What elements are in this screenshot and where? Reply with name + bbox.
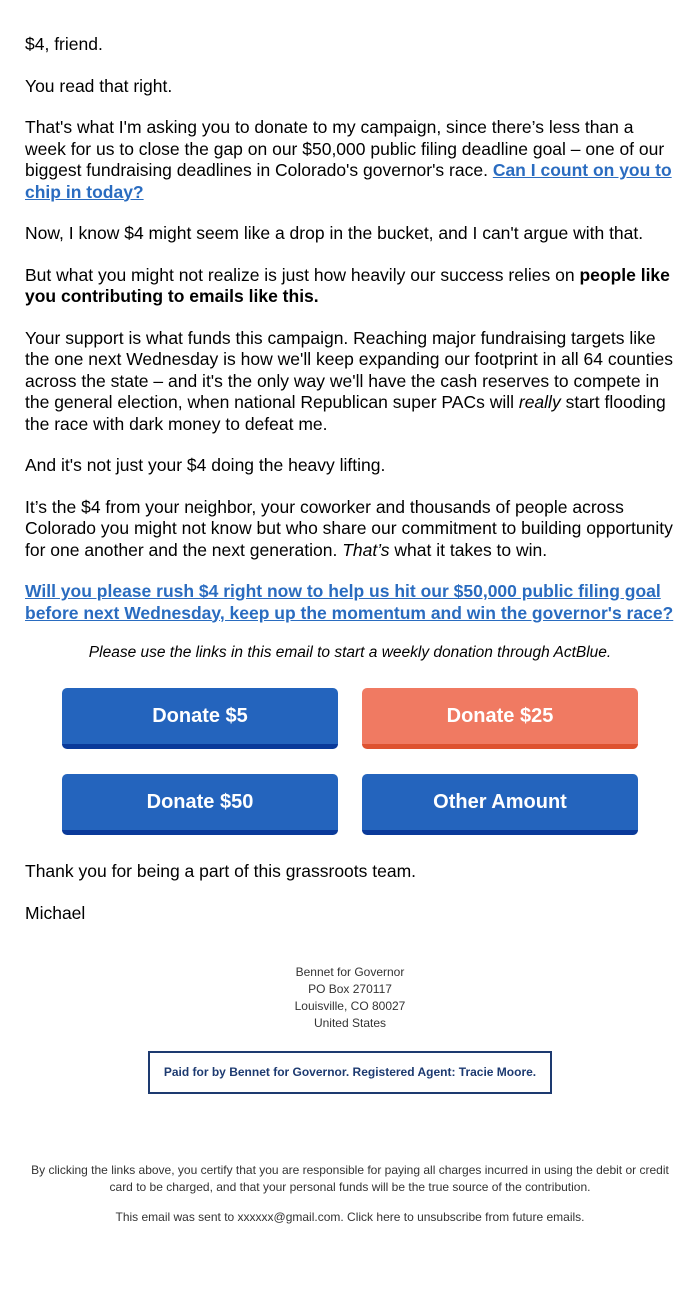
footer-country: United States (313, 1016, 387, 1030)
paragraph-4-bold: people like you contributing to emails like this. (25, 264, 670, 306)
paragraph-7 (25, 497, 675, 562)
footer-address (25, 964, 675, 1094)
paragraph-7-italic: That’s (342, 539, 390, 560)
paragraph-2-text: That's what I'm asking you to donate to my campaign, since there’s less than a week for us to close the gap on our $50,000 public filing deadline goal – one of our biggest fundraising deadlines in Colorado's governor's race. (25, 117, 665, 180)
paragraph-5-end: start flooding the race with dark money to defeat me. (25, 392, 666, 434)
footer-po-box: PO Box 270117 (308, 982, 392, 996)
paragraph-2 (25, 117, 675, 203)
paragraph-7-end: what it takes to win. (394, 539, 548, 560)
rush-donation-link[interactable]: Will you please rush $4 right now to help us hit our $50,000 public filing goal before next Wednesday, keep up the momentum and win the governor's race? (25, 581, 674, 623)
donate-5-button[interactable]: Donate $5 (62, 688, 338, 749)
legal-footer (30, 1162, 670, 1226)
paragraph-7-text: It’s the $4 from your neighbor, your coworker and thousands of people across Colorado you might not know but who share our commitment to building opportunity for one another and the next generation. (25, 496, 673, 560)
paragraph-3: Now, I know $4 might seem like a drop in the bucket, and I can't argue with that. (25, 223, 644, 243)
paragraph-5-text: Your support is what funds this campaign. Reaching major fundraising targets like the one next Wednesday is how we'll keep expanding our footprint in all 64 counties across the state – and it's the only way we'll have the cash reserves to compete in the general election, when national Republican super PACs will (25, 327, 674, 412)
other-amount-button[interactable]: Other Amount (362, 774, 638, 835)
chip-in-link[interactable]: Can I count on you to chip in today? (25, 160, 672, 202)
paragraph-5-italic: really (518, 392, 561, 412)
paragraph-4-text: But what you might not realize is just how heavily our success relies on (25, 264, 575, 285)
footer-city: Louisville, CO 80027 (294, 999, 406, 1013)
thanks-text: Thank you for being a part of this grassroots team. (25, 861, 417, 881)
donate-50-button[interactable]: Donate $50 (62, 774, 338, 835)
footer-org: Bennet for Governor (295, 965, 405, 979)
unsubscribe-text[interactable]: This email was sent to xxxxxx@gmail.com. Click here to unsubscribe from future emails. (115, 1210, 585, 1224)
paragraph-4 (25, 265, 675, 308)
paid-for-disclaimer: Paid for by Bennet for Governor. Registered Agent: Tracie Moore. (148, 1051, 552, 1094)
legal-text: By clicking the links above, you certify that you are responsible for paying all charges incurred in using the debit or credit card to be charged, and that your personal funds will be the true source of the contribution. (31, 1163, 669, 1194)
signature: Michael (25, 902, 86, 923)
actblue-note: Please use the links in this email to start a weekly donation through ActBlue. (88, 644, 612, 661)
donate-25-button[interactable]: Donate $25 (362, 688, 638, 749)
cta-paragraph (25, 581, 675, 624)
paragraph-1: You read that right. (25, 75, 173, 96)
greeting: $4, friend. (25, 34, 103, 54)
donation-buttons (25, 688, 675, 835)
paragraph-5 (25, 328, 675, 436)
paragraph-6: And it's not just your $4 doing the heavy lifting. (25, 455, 386, 475)
